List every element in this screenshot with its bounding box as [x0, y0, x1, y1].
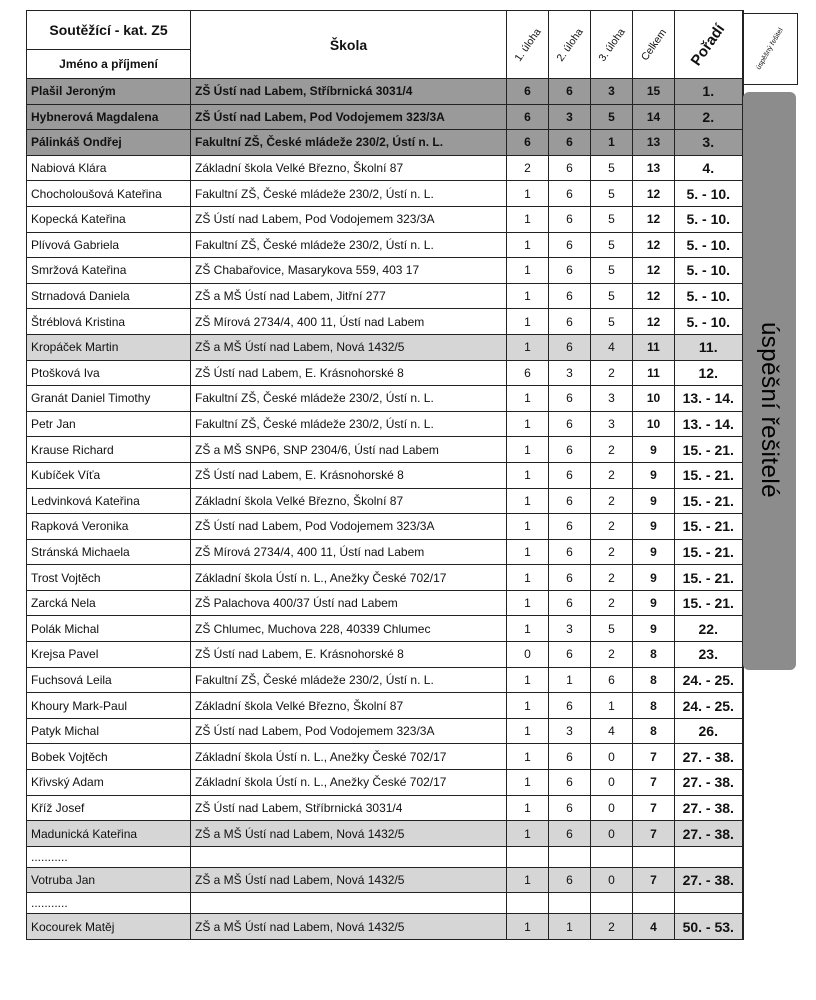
task1-score-cell: 0: [507, 642, 549, 668]
task2-score-cell: 6: [549, 514, 591, 540]
rank-cell: 5. - 10.: [675, 283, 743, 309]
contestant-row: [27, 79, 743, 105]
total-cell: 8: [633, 667, 675, 693]
task2-score-cell: 6: [549, 181, 591, 207]
task3-score-cell: 0: [591, 770, 633, 796]
school-cell: ZŠ Ústí nad Labem, Stříbrnická 3031/4: [191, 79, 507, 105]
name-cell: Plívová Gabriela: [27, 232, 191, 258]
task1-score-cell: 1: [507, 770, 549, 796]
contestant-row: [27, 130, 743, 156]
task1-score-cell: 1: [507, 181, 549, 207]
task1-score-cell: 1: [507, 232, 549, 258]
rank-cell: 15. - 21.: [675, 539, 743, 565]
school-column-header: Škola: [191, 11, 507, 79]
name-column-header: Jméno a příjmení: [27, 50, 191, 79]
rank-cell: 15. - 21.: [675, 514, 743, 540]
school-cell: ZŠ a MŠ Ústí nad Labem, Jitřní 277: [191, 283, 507, 309]
total-cell: 12: [633, 232, 675, 258]
task1-score-cell: 1: [507, 386, 549, 412]
total-cell: 4: [633, 914, 675, 940]
task3-score-cell: 0: [591, 795, 633, 821]
task2-score-cell: [549, 846, 591, 867]
contestant-row: [27, 795, 743, 821]
task1-score-cell: 6: [507, 79, 549, 105]
school-cell: ZŠ Ústí nad Labem, Pod Vodojemem 323/3A: [191, 514, 507, 540]
school-cell: ZŠ a MŠ Ústí nad Labem, Nová 1432/5: [191, 334, 507, 360]
task2-score-cell: 6: [549, 539, 591, 565]
task3-score-cell: 2: [591, 642, 633, 668]
school-cell: Základní škola Velké Březno, Školní 87: [191, 488, 507, 514]
task1-score-cell: [507, 893, 549, 914]
rank-cell: 27. - 38.: [675, 867, 743, 893]
rank-cell: 3.: [675, 130, 743, 156]
contestant-row: [27, 770, 743, 796]
school-cell: Fakultní ZŠ, České mládeže 230/2, Ústí n. L.: [191, 667, 507, 693]
rank-cell: 22.: [675, 616, 743, 642]
name-cell: Madunická Kateřina: [27, 821, 191, 847]
school-cell: ZŠ a MŠ SNP6, SNP 2304/6, Ústí nad Labem: [191, 437, 507, 463]
total-cell: 14: [633, 104, 675, 130]
total-cell: 7: [633, 795, 675, 821]
task2-score-cell: 3: [549, 360, 591, 386]
task3-score-cell: 2: [591, 360, 633, 386]
task1-score-cell: [507, 846, 549, 867]
rank-cell: 24. - 25.: [675, 693, 743, 719]
total-cell: 9: [633, 565, 675, 591]
name-cell: Bobek Vojtěch: [27, 744, 191, 770]
task2-score-cell: 6: [549, 590, 591, 616]
task2-score-cell: 6: [549, 232, 591, 258]
task2-score-cell: 3: [549, 104, 591, 130]
task2-column-header: [549, 11, 591, 79]
name-cell: Strnadová Daniela: [27, 283, 191, 309]
name-cell: Khoury Mark-Paul: [27, 693, 191, 719]
contestant-row: [27, 360, 743, 386]
contestant-row: [27, 565, 743, 591]
contestant-row: [27, 693, 743, 719]
task3-score-cell: 5: [591, 616, 633, 642]
rank-column-header: [675, 11, 743, 79]
contestant-row: [27, 104, 743, 130]
name-cell: Kopecká Kateřina: [27, 206, 191, 232]
task3-score-cell: 2: [591, 514, 633, 540]
name-cell: Kubíček Víťa: [27, 462, 191, 488]
rank-cell: 24. - 25.: [675, 667, 743, 693]
total-cell: 15: [633, 79, 675, 105]
total-cell: 12: [633, 181, 675, 207]
name-cell: Nabiová Klára: [27, 155, 191, 181]
total-column-header: [633, 11, 675, 79]
task1-score-cell: 1: [507, 693, 549, 719]
contestant-row: [27, 867, 743, 893]
task3-score-cell: 5: [591, 232, 633, 258]
task1-score-cell: 1: [507, 667, 549, 693]
name-cell: Granát Daniel Timothy: [27, 386, 191, 412]
task3-score-cell: 5: [591, 104, 633, 130]
rank-cell: 50. - 53.: [675, 914, 743, 940]
rank-header-label: Pořadí: [687, 20, 729, 69]
task3-score-cell: 5: [591, 309, 633, 335]
results-body: [27, 79, 743, 940]
task1-score-cell: 1: [507, 514, 549, 540]
task1-score-cell: 6: [507, 360, 549, 386]
task2-score-cell: 6: [549, 821, 591, 847]
task3-score-cell: [591, 846, 633, 867]
task3-score-cell: 5: [591, 258, 633, 284]
school-cell: Základní škola Ústí n. L., Anežky České 702/17: [191, 770, 507, 796]
task2-score-cell: 6: [549, 283, 591, 309]
task1-score-cell: 1: [507, 590, 549, 616]
name-cell: Patyk Michal: [27, 718, 191, 744]
task1-score-cell: 1: [507, 539, 549, 565]
task2-score-cell: 6: [549, 437, 591, 463]
task1-score-cell: 1: [507, 283, 549, 309]
task1-score-cell: 1: [507, 411, 549, 437]
task1-score-cell: 1: [507, 821, 549, 847]
rank-cell: 1.: [675, 79, 743, 105]
total-cell: 9: [633, 590, 675, 616]
task3-header-label: 3. úloha: [595, 25, 628, 64]
task3-column-header: [591, 11, 633, 79]
school-cell: ZŠ a MŠ Ústí nad Labem, Nová 1432/5: [191, 914, 507, 940]
task3-score-cell: 6: [591, 667, 633, 693]
school-cell: Fakultní ZŠ, České mládeže 230/2, Ústí n. L.: [191, 411, 507, 437]
task3-score-cell: 5: [591, 155, 633, 181]
task3-score-cell: 5: [591, 181, 633, 207]
total-cell: 7: [633, 821, 675, 847]
school-cell: ZŠ Palachova 400/37 Ústí nad Labem: [191, 590, 507, 616]
task1-score-cell: 1: [507, 795, 549, 821]
contestant-row: [27, 181, 743, 207]
school-cell: ZŠ Ústí nad Labem, Pod Vodojemem 323/3A: [191, 206, 507, 232]
task3-score-cell: 3: [591, 411, 633, 437]
task3-score-cell: 2: [591, 914, 633, 940]
total-cell: 9: [633, 616, 675, 642]
name-cell: Plašil Jeroným: [27, 79, 191, 105]
rank-cell: 5. - 10.: [675, 232, 743, 258]
task2-score-cell: 1: [549, 667, 591, 693]
task2-score-cell: 6: [549, 206, 591, 232]
rank-cell: 5. - 10.: [675, 258, 743, 284]
name-cell: Kříž Josef: [27, 795, 191, 821]
rank-cell: 2.: [675, 104, 743, 130]
name-cell: Krejsa Pavel: [27, 642, 191, 668]
task2-score-cell: 6: [549, 488, 591, 514]
name-cell: Kocourek Matěj: [27, 914, 191, 940]
contestant-row: [27, 642, 743, 668]
rank-cell: 12.: [675, 360, 743, 386]
task1-score-cell: 1: [507, 914, 549, 940]
contestant-row: [27, 744, 743, 770]
contestant-row: [27, 616, 743, 642]
task2-score-cell: 6: [549, 258, 591, 284]
task3-score-cell: 0: [591, 744, 633, 770]
school-cell: Základní škola Ústí n. L., Anežky České 702/17: [191, 565, 507, 591]
task2-score-cell: 6: [549, 770, 591, 796]
name-cell: Kropáček Martin: [27, 334, 191, 360]
total-cell: 13: [633, 130, 675, 156]
name-cell: Zarcká Nela: [27, 590, 191, 616]
contestant-row: [27, 514, 743, 540]
name-cell: Pálinkáš Ondřej: [27, 130, 191, 156]
contestant-row: [27, 488, 743, 514]
task3-score-cell: 3: [591, 386, 633, 412]
task3-score-cell: 2: [591, 437, 633, 463]
task2-score-cell: 6: [549, 386, 591, 412]
total-cell: [633, 893, 675, 914]
results-table: [26, 10, 744, 940]
task2-score-cell: 6: [549, 411, 591, 437]
total-cell: 11: [633, 360, 675, 386]
rank-cell: [675, 893, 743, 914]
contestant-row: [27, 590, 743, 616]
name-cell: Ledvinková Kateřina: [27, 488, 191, 514]
total-cell: 12: [633, 258, 675, 284]
name-cell: Rapková Veronika: [27, 514, 191, 540]
task2-score-cell: 6: [549, 155, 591, 181]
school-cell: Fakultní ZŠ, České mládeže 230/2, Ústí n. L.: [191, 232, 507, 258]
rank-cell: 15. - 21.: [675, 488, 743, 514]
rank-cell: 15. - 21.: [675, 565, 743, 591]
name-cell: Ptošková Iva: [27, 360, 191, 386]
school-cell: Základní škola Velké Březno, Školní 87: [191, 693, 507, 719]
task3-score-cell: 1: [591, 130, 633, 156]
total-cell: [633, 846, 675, 867]
task2-score-cell: 3: [549, 616, 591, 642]
task1-score-cell: 1: [507, 309, 549, 335]
total-cell: 10: [633, 386, 675, 412]
total-cell: 13: [633, 155, 675, 181]
task2-score-cell: 6: [549, 130, 591, 156]
rank-cell: 27. - 38.: [675, 795, 743, 821]
contestant-row: [27, 232, 743, 258]
task2-score-cell: 6: [549, 795, 591, 821]
contestant-row: [27, 914, 743, 940]
rank-cell: [675, 846, 743, 867]
category-header: Soutěžící - kat. Z5: [27, 11, 191, 50]
total-cell: 9: [633, 539, 675, 565]
task1-score-cell: 1: [507, 206, 549, 232]
rank-cell: 13. - 14.: [675, 386, 743, 412]
task2-score-cell: 6: [549, 867, 591, 893]
task3-score-cell: 1: [591, 693, 633, 719]
school-cell: ZŠ Mírová 2734/4, 400 11, Ústí nad Labem: [191, 539, 507, 565]
total-cell: 9: [633, 462, 675, 488]
task1-score-cell: 1: [507, 718, 549, 744]
name-cell: Smržová Kateřina: [27, 258, 191, 284]
task3-score-cell: 4: [591, 334, 633, 360]
school-cell: ZŠ Chlumec, Muchova 228, 40339 Chlumec: [191, 616, 507, 642]
task3-score-cell: 4: [591, 718, 633, 744]
contestant-row: [27, 539, 743, 565]
task2-score-cell: 6: [549, 744, 591, 770]
name-cell: Křivský Adam: [27, 770, 191, 796]
school-cell: Základní škola Velké Březno, Školní 87: [191, 155, 507, 181]
task3-score-cell: 5: [591, 206, 633, 232]
contestant-row: [27, 386, 743, 412]
name-cell: Petr Jan: [27, 411, 191, 437]
task1-score-cell: 1: [507, 258, 549, 284]
total-cell: 8: [633, 718, 675, 744]
task3-score-cell: 0: [591, 821, 633, 847]
task2-score-cell: 6: [549, 462, 591, 488]
task3-score-cell: 2: [591, 590, 633, 616]
task2-score-cell: 6: [549, 309, 591, 335]
contestant-row: [27, 334, 743, 360]
rank-cell: 15. - 21.: [675, 462, 743, 488]
rank-cell: 27. - 38.: [675, 821, 743, 847]
omitted-rows-row: [27, 893, 743, 914]
rank-cell: 11.: [675, 334, 743, 360]
total-cell: 9: [633, 437, 675, 463]
name-cell: Chocholoušová Kateřina: [27, 181, 191, 207]
rank-cell: 4.: [675, 155, 743, 181]
task1-score-cell: 1: [507, 744, 549, 770]
task1-score-cell: 1: [507, 488, 549, 514]
rank-cell: 13. - 14.: [675, 411, 743, 437]
task3-score-cell: 2: [591, 539, 633, 565]
contestant-row: [27, 821, 743, 847]
task1-column-header: [507, 11, 549, 79]
total-cell: 9: [633, 514, 675, 540]
task1-score-cell: 1: [507, 334, 549, 360]
task3-score-cell: 0: [591, 867, 633, 893]
school-cell: ZŠ Ústí nad Labem, E. Krásnohorské 8: [191, 462, 507, 488]
rank-cell: 15. - 21.: [675, 590, 743, 616]
school-cell: ZŠ Ústí nad Labem, Pod Vodojemem 323/3A: [191, 718, 507, 744]
contestant-row: [27, 258, 743, 284]
contestant-row: [27, 309, 743, 335]
total-cell: 12: [633, 206, 675, 232]
contestant-row: [27, 155, 743, 181]
school-cell: [191, 846, 507, 867]
name-cell: Fuchsová Leila: [27, 667, 191, 693]
task2-header-label: 2. úloha: [553, 25, 586, 64]
school-cell: ZŠ Ústí nad Labem, E. Krásnohorské 8: [191, 642, 507, 668]
rank-cell: 23.: [675, 642, 743, 668]
school-cell: ZŠ a MŠ Ústí nad Labem, Nová 1432/5: [191, 821, 507, 847]
name-cell: Trost Vojtěch: [27, 565, 191, 591]
total-cell: 11: [633, 334, 675, 360]
task3-score-cell: 3: [591, 79, 633, 105]
contestant-row: [27, 437, 743, 463]
task1-score-cell: 6: [507, 104, 549, 130]
task2-score-cell: 6: [549, 334, 591, 360]
task1-score-cell: 6: [507, 130, 549, 156]
success-header-label: úspěšný řešitel: [755, 27, 785, 71]
task3-score-cell: 5: [591, 283, 633, 309]
total-cell: 12: [633, 309, 675, 335]
contestant-row: [27, 718, 743, 744]
total-cell: 7: [633, 770, 675, 796]
task3-score-cell: 2: [591, 488, 633, 514]
task2-score-cell: 6: [549, 79, 591, 105]
success-column-header: [743, 13, 798, 85]
name-cell: ...........: [27, 893, 191, 914]
task1-header-label: 1. úloha: [511, 25, 544, 64]
total-cell: 7: [633, 744, 675, 770]
total-cell: 7: [633, 867, 675, 893]
rank-cell: 27. - 38.: [675, 744, 743, 770]
name-cell: Štréblová Kristina: [27, 309, 191, 335]
school-cell: ZŠ Ústí nad Labem, E. Krásnohorské 8: [191, 360, 507, 386]
school-cell: ZŠ Ústí nad Labem, Pod Vodojemem 323/3A: [191, 104, 507, 130]
contestant-row: [27, 462, 743, 488]
successful-solvers-label: úspěšní řešitelé: [756, 321, 783, 499]
name-cell: ...........: [27, 846, 191, 867]
school-cell: ZŠ Ústí nad Labem, Stříbrnická 3031/4: [191, 795, 507, 821]
school-cell: ZŠ Mírová 2734/4, 400 11, Ústí nad Labem: [191, 309, 507, 335]
omitted-rows-row: [27, 846, 743, 867]
total-cell: 8: [633, 693, 675, 719]
total-header-label: Celkem: [638, 26, 669, 63]
name-cell: Hybnerová Magdalena: [27, 104, 191, 130]
total-cell: 9: [633, 488, 675, 514]
name-cell: Stránská Michaela: [27, 539, 191, 565]
contestant-row: [27, 667, 743, 693]
task3-score-cell: 2: [591, 565, 633, 591]
name-cell: Votruba Jan: [27, 867, 191, 893]
task2-score-cell: 6: [549, 693, 591, 719]
contestant-row: [27, 283, 743, 309]
total-cell: 8: [633, 642, 675, 668]
school-cell: Fakultní ZŠ, České mládeže 230/2, Ústí n. L.: [191, 181, 507, 207]
school-cell: ZŠ Chabařovice, Masarykova 559, 403 17: [191, 258, 507, 284]
rank-cell: 5. - 10.: [675, 181, 743, 207]
rank-cell: 5. - 10.: [675, 309, 743, 335]
rank-cell: 5. - 10.: [675, 206, 743, 232]
task3-score-cell: [591, 893, 633, 914]
name-cell: Polák Michal: [27, 616, 191, 642]
total-cell: 12: [633, 283, 675, 309]
task2-score-cell: 6: [549, 642, 591, 668]
task2-score-cell: 1: [549, 914, 591, 940]
task1-score-cell: 1: [507, 437, 549, 463]
school-cell: Fakultní ZŠ, České mládeže 230/2, Ústí n. L.: [191, 130, 507, 156]
school-cell: [191, 893, 507, 914]
contestant-row: [27, 411, 743, 437]
task1-score-cell: 1: [507, 462, 549, 488]
rank-cell: 26.: [675, 718, 743, 744]
task1-score-cell: 2: [507, 155, 549, 181]
task1-score-cell: 1: [507, 867, 549, 893]
rank-cell: 15. - 21.: [675, 437, 743, 463]
total-cell: 10: [633, 411, 675, 437]
task3-score-cell: 2: [591, 462, 633, 488]
task1-score-cell: 1: [507, 565, 549, 591]
name-cell: Krause Richard: [27, 437, 191, 463]
task2-score-cell: 3: [549, 718, 591, 744]
task2-score-cell: 6: [549, 565, 591, 591]
school-cell: ZŠ a MŠ Ústí nad Labem, Nová 1432/5: [191, 867, 507, 893]
school-cell: Fakultní ZŠ, České mládeže 230/2, Ústí n. L.: [191, 386, 507, 412]
rank-cell: 27. - 38.: [675, 770, 743, 796]
task2-score-cell: [549, 893, 591, 914]
task1-score-cell: 1: [507, 616, 549, 642]
contestant-row: [27, 206, 743, 232]
school-cell: Základní škola Ústí n. L., Anežky České 702/17: [191, 744, 507, 770]
